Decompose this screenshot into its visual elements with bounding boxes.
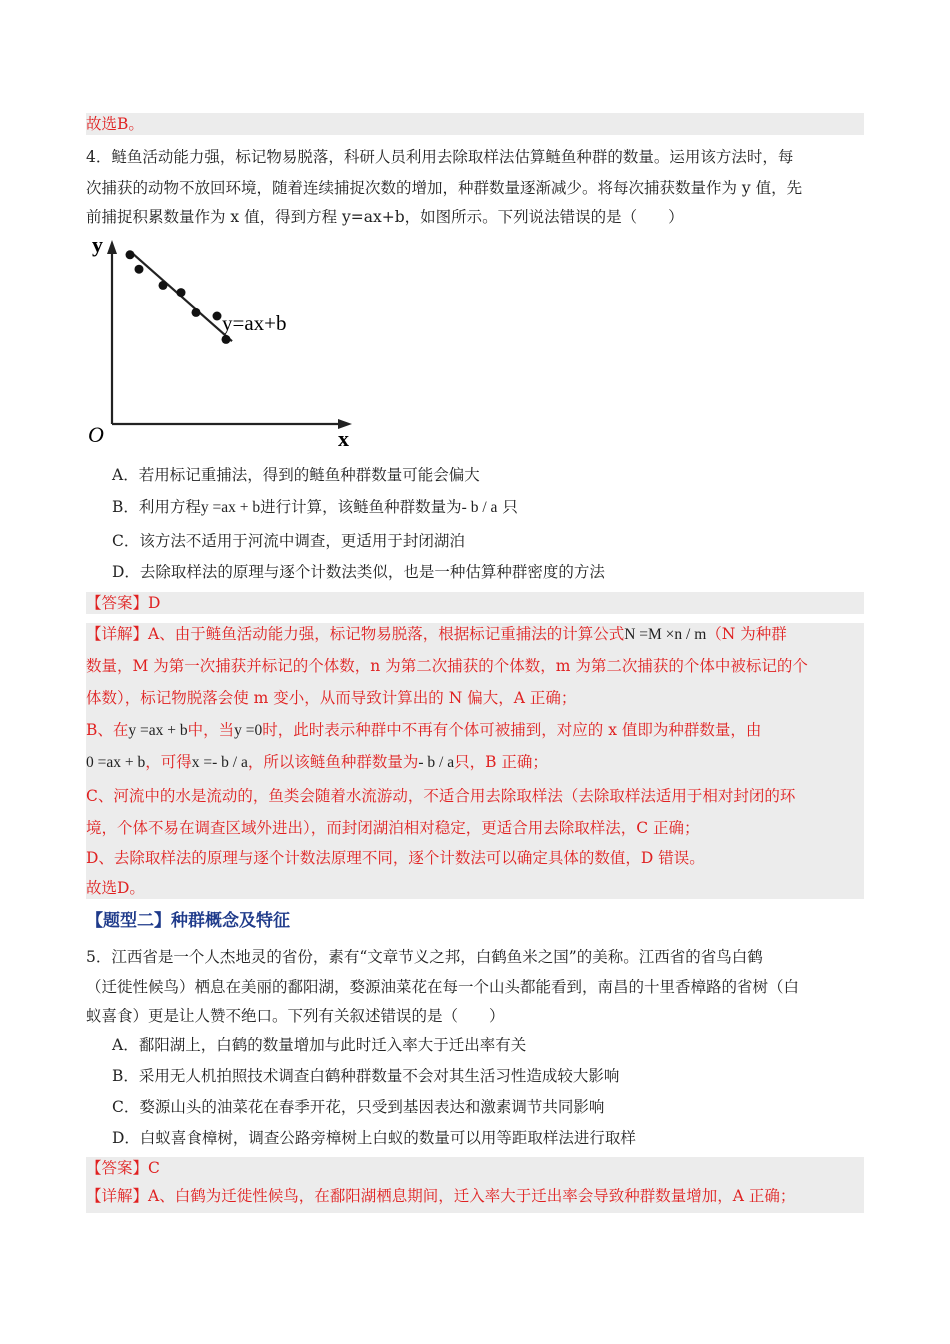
q4-option-b-value: - b / a — [461, 499, 498, 516]
q4-option-b-prefix: B．利用方程 — [112, 498, 201, 516]
q5-option-b: B．采用无人机拍照技术调查白鹤种群数量不会对其生活习性造成较大影响 — [112, 1067, 620, 1085]
q4-explanation-line-5 — [86, 751, 864, 785]
data-point-5 — [192, 308, 201, 317]
q4-exp-l1-text: 【详解】A、由于鲢鱼活动能力强，标记物易脱落，根据标记重捕法的计算公式 — [86, 625, 625, 643]
q5-stem-line-3: 蚁喜食）更是让人赞不绝口。下列有关叙述错误的是（ ） — [86, 1007, 505, 1025]
q5-answer: 【答案】C — [86, 1157, 864, 1185]
q4-conclusion: 故选D。 — [86, 877, 864, 899]
q4-option-b-equation: y =ax + b — [200, 499, 261, 516]
q4-explanation-line-2: 数量，M 为第一次捕获并标记的个体数，n 为第二次捕获的个体数，m 为第二次捕获的个体中被标记的个 — [86, 655, 864, 687]
data-point-7 — [222, 335, 231, 344]
q4-explanation-line-1 — [86, 623, 864, 655]
data-point-1 — [126, 250, 135, 259]
x-axis-label: x — [338, 426, 349, 451]
q4-explanation-line-8: D、去除取样法的原理与逐个计数法原理不同，逐个计数法可以确定具体的数值，D 错误。 — [86, 847, 864, 877]
graph-marks — [126, 250, 233, 344]
q4-answer: 【答案】D — [86, 592, 864, 614]
q4-exp-l4-c: 时，此时表示种群中不再有个体可被捕到，对应的 x 值即为种群数量，由 — [262, 721, 762, 739]
q4-exp-l1-tail: （N 为种群 — [706, 625, 787, 643]
data-point-4 — [177, 288, 186, 297]
q5-stem-line-2: （迁徙性候鸟）栖息在美丽的鄱阳湖，婺源油菜花在每一个山头都能看到，南昌的十里香樟路的省树（白 — [86, 978, 800, 996]
q4-stem-line-3: 前捕捉积累数量作为 x 值，得到方程 y=ax+b，如图所示。下列说法错误的是（ ） — [86, 208, 684, 226]
q5-option-a: A．鄱阳湖上，白鹤的数量增加与此时迁入率大于迁出率有关 — [112, 1036, 527, 1054]
q4-explanation-line-7: 境，个体不易在调查区域外进出），而封闭湖泊相对稳定，更适合用去除取样法，C 正确； — [86, 817, 864, 847]
q4-exp-l4-eq1: y =ax + b — [128, 722, 188, 739]
y-axis-arrow — [107, 240, 117, 254]
y-axis-label: y — [92, 232, 103, 257]
previous-conclusion: 故选B。 — [86, 113, 864, 135]
q4-option-d: D．去除取样法的原理与逐个计数法类似，也是一种估算种群密度的方法 — [112, 563, 605, 581]
q4-exp-l5-c: 只，B 正确； — [454, 753, 548, 771]
q4-exp-l4-b: 中，当 — [187, 721, 235, 739]
q4-option-b — [112, 496, 864, 519]
q4-option-b-middle: 进行计算，该鲢鱼种群数量为 — [260, 498, 462, 516]
q4-exp-l5-eq3: - b / a — [418, 754, 455, 771]
q4-option-c: C．该方法不适用于河流中调查，更适用于封闭湖泊 — [112, 532, 465, 550]
q4-exp-l1-formula: N =M ×n / m — [624, 626, 707, 643]
origin-label: O — [88, 422, 104, 447]
q4-exp-l5-a: ，可得 — [145, 753, 192, 771]
q5-explanation-line-1: 【详解】A、白鹤为迁徙性候鸟，在鄱阳湖栖息期间，迁入率大于迁出率会导致种群数量增加，A 正确； — [86, 1185, 864, 1213]
section-heading: 【题型二】种群概念及特征 — [86, 911, 290, 931]
q4-stem-line-1: 4．鲢鱼活动能力强，标记物易脱落，科研人员利用去除取样法估算鲢鱼种群的数量。运用该方法时，每 — [86, 148, 794, 166]
q4-option-b-suffix: 只 — [497, 498, 518, 516]
q4-exp-l5-eq1: 0 =ax + b — [86, 754, 146, 771]
q4-exp-l5-eq2: x =- b / a — [191, 754, 248, 771]
q4-exp-l4-eq2: y =0 — [234, 722, 263, 739]
q4-option-a: A．若用标记重捕法，得到的鲢鱼种群数量可能会偏大 — [112, 466, 480, 484]
q5-option-d: D．白蚁喜食樟树，调查公路旁樟树上白蚁的数量可以用等距取样法进行取样 — [112, 1129, 636, 1147]
q4-stem-line-2: 次捕获的动物不放回环境，随着连续捕捉次数的增加，种群数量逐渐减少。将每次捕获数量作为 y 值，先 — [86, 179, 803, 197]
q4-exp-l5-b: ，所以该鲢鱼种群数量为 — [247, 753, 419, 771]
q4-scatter-figure — [86, 232, 356, 452]
data-point-6 — [213, 312, 222, 321]
equation-label: y=ax+b — [222, 311, 287, 335]
q4-explanation-line-6: C、河流中的水是流动的，鱼类会随着水流游动，不适合用去除取样法（去除取样法适用于相对封闭的环 — [86, 785, 864, 817]
q5-stem-line-1: 5．江西省是一个人杰地灵的省份，素有“文章节义之邦，白鹤鱼米之国”的美称。江西省的省鸟白鹤 — [86, 948, 763, 966]
q4-exp-l4-a: B、在 — [86, 721, 129, 739]
data-point-3 — [159, 281, 168, 290]
q4-explanation-line-4 — [86, 719, 864, 751]
q5-option-c: C．婺源山头的油菜花在春季开花，只受到基因表达和激素调节共同影响 — [112, 1098, 605, 1116]
q4-explanation-line-3: 体数），标记物脱落会使 m 变小，从而导致计算出的 N 偏大，A 正确； — [86, 687, 864, 719]
data-point-2 — [135, 265, 144, 274]
